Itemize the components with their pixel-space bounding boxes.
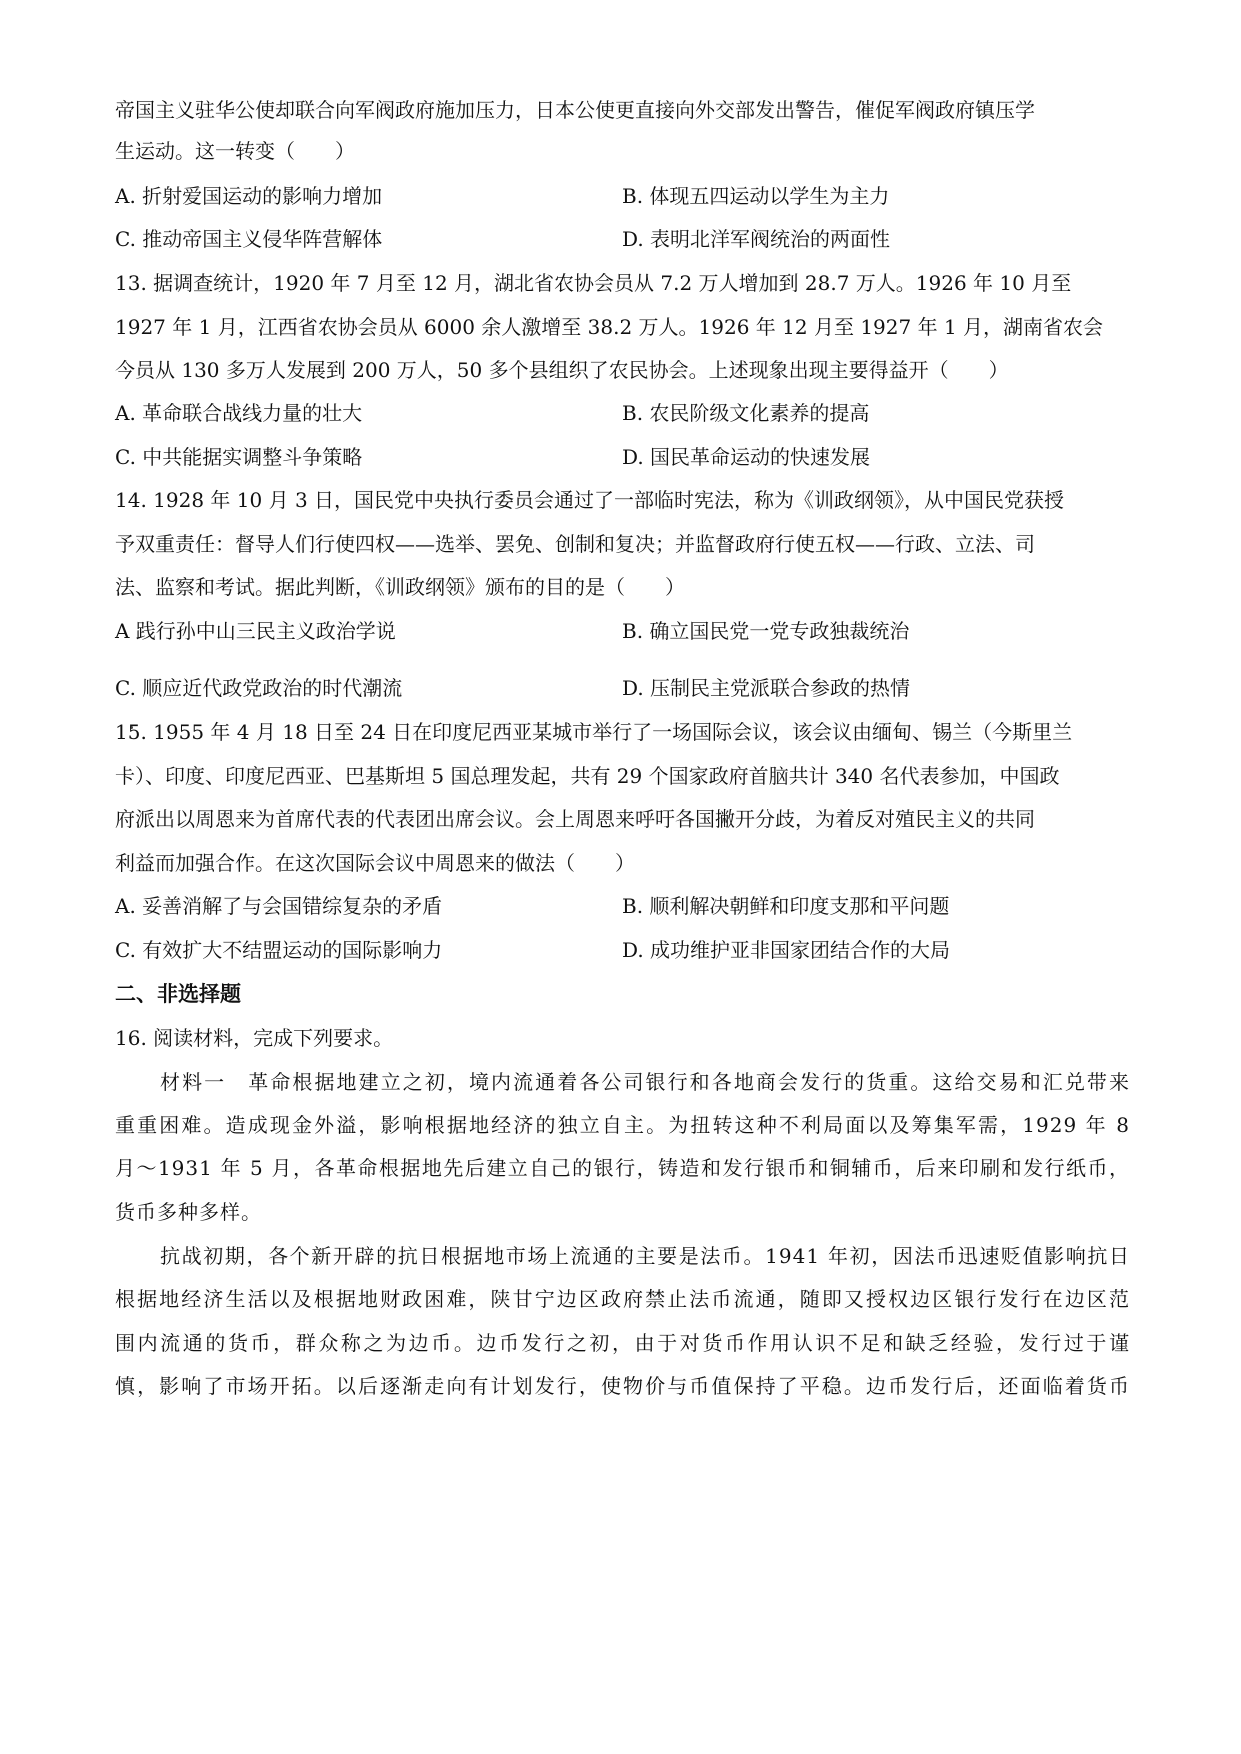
q15-option-a: A. 妥善消解了与会国错综复杂的矛盾 bbox=[115, 894, 443, 918]
material1b-line-4: 慎，影响了市场开拓。以后逐渐走向有计划发行，使物价与币值保持了平稳。边币发行后，还面临着货币 bbox=[115, 1374, 1130, 1398]
material1b-line-1: 抗战初期，各个新开辟的抗日根据地市场上流通的主要是法币。1941 年初，因法币迅速贬值影响抗日 bbox=[160, 1244, 1130, 1268]
material1-line-1: 材料一 革命根据地建立之初，境内流通着各公司银行和各地商会发行的货重。这给交易和汇兑带来 bbox=[160, 1070, 1130, 1094]
material1-line-2: 重重困难。造成现金外溢，影响根据地经济的独立自主。为扭转这种不利局面以及筹集军需，1929 年 8 bbox=[115, 1113, 1130, 1137]
q12-option-b: B. 体现五四运动以学生为主力 bbox=[622, 184, 890, 208]
q14-option-b: B. 确立国民党一党专政独裁统治 bbox=[622, 619, 910, 643]
q15-stem-line-1: 15. 1955 年 4 月 18 日至 24 日在印度尼西亚某城市举行了一场国际会议，该会议由缅甸、锡兰（今斯里兰 bbox=[115, 720, 1073, 744]
q15-stem-line-4: 利益而加强合作。在这次国际会议中周恩来的做法（ ） bbox=[115, 851, 635, 875]
q16-intro: 16. 阅读材料，完成下列要求。 bbox=[115, 1026, 394, 1050]
q14-option-a: A 践行孙中山三民主义政治学说 bbox=[115, 619, 396, 643]
q14-stem-line-3: 法、监察和考试。据此判断，《训政纲领》颁布的目的是（ ） bbox=[115, 575, 685, 599]
q15-option-d: D. 成功维护亚非国家团结合作的大局 bbox=[622, 938, 951, 962]
material1-line-3: 月～1931 年 5 月，各革命根据地先后建立自己的银行，铸造和发行银币和铜辅币，后来印刷和发行纸币， bbox=[115, 1156, 1130, 1180]
q13-stem-line-1: 13. 据调查统计，1920 年 7 月至 12 月，湖北省农协会员从 7.2 万人增加到 28.7 万人。1926 年 10 月至 bbox=[115, 271, 1072, 295]
material1b-line-2: 根据地经济生活以及根据地财政困难，陕甘宁边区政府禁止法币流通，随即又授权边区银行发行在边区范 bbox=[115, 1287, 1130, 1311]
q13-option-c: C. 中共能据实调整斗争策略 bbox=[115, 445, 363, 469]
q14-option-c: C. 顺应近代政党政治的时代潮流 bbox=[115, 676, 403, 700]
q12-stem-line-1: 帝国主义驻华公使却联合向军阀政府施加压力，日本公使更直接向外交部发出警告，催促军阀政府镇压学 bbox=[115, 98, 1035, 122]
material1b-line-3: 围内流通的货币，群众称之为边币。边币发行之初，由于对货币作用认识不足和缺乏经验，发行过于谨 bbox=[115, 1331, 1130, 1355]
material1-line-4: 货币多种多样。 bbox=[115, 1200, 262, 1224]
q15-stem-line-2: 卡）、印度、印度尼西亚、巴基斯坦 5 国总理发起，共有 29 个国家政府首脑共计 340 名代表参加，中国政 bbox=[115, 764, 1060, 788]
q13-option-d: D. 国民革命运动的快速发展 bbox=[622, 445, 871, 469]
q12-option-c: C. 推动帝国主义侵华阵营解体 bbox=[115, 227, 383, 251]
q12-option-d: D. 表明北洋军阀统治的两面性 bbox=[622, 227, 891, 251]
q14-option-d: D. 压制民主党派联合参政的热情 bbox=[622, 676, 911, 700]
q13-stem-line-3: 今员从 130 多万人发展到 200 万人，50 多个县组织了农民协会。上述现象出现主要得益开（ ） bbox=[115, 358, 1009, 382]
section-heading: 二、非选择题 bbox=[115, 982, 241, 1006]
q13-option-a: A. 革命联合战线力量的壮大 bbox=[115, 401, 363, 425]
q15-option-c: C. 有效扩大不结盟运动的国际影响力 bbox=[115, 938, 443, 962]
q12-stem-line-2: 生运动。这一转变（ ） bbox=[115, 139, 355, 163]
q12-option-a: A. 折射爱国运动的影响力增加 bbox=[115, 184, 383, 208]
q15-option-b: B. 顺利解决朝鲜和印度支那和平问题 bbox=[622, 894, 950, 918]
q13-stem-line-2: 1927 年 1 月，江西省农协会员从 6000 余人激增至 38.2 万人。1926 年 12 月至 1927 年 1 月，湖南省农会 bbox=[115, 315, 1104, 339]
q15-stem-line-3: 府派出以周恩来为首席代表的代表团出席会议。会上周恩来呼吁各国撇开分歧，为着反对殖民主义的共同 bbox=[115, 807, 1035, 831]
q13-option-b: B. 农民阶级文化素养的提高 bbox=[622, 401, 870, 425]
q14-stem-line-2: 予双重责任：督导人们行使四权——选举、罢免、创制和复决；并监督政府行使五权——行政、立法、司 bbox=[115, 532, 1035, 556]
q14-stem-line-1: 14. 1928 年 10 月 3 日，国民党中央执行委员会通过了一部临时宪法，称为《训政纲领》，从中国民党获授 bbox=[115, 488, 1065, 512]
